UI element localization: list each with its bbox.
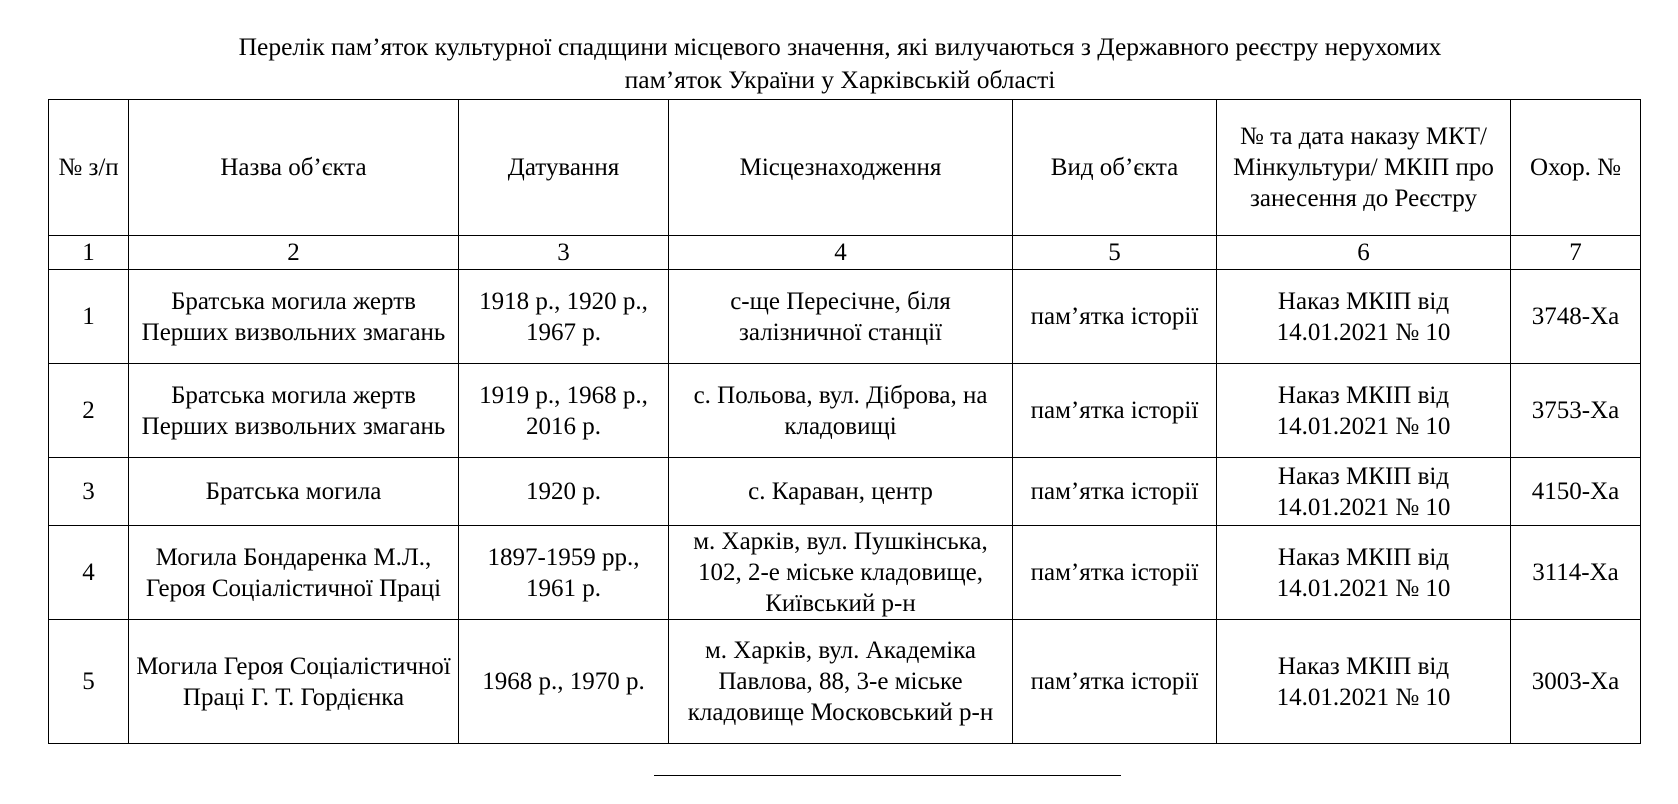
header-protection-number: Охор. № <box>1511 100 1641 236</box>
object-dating: 1918 р., 1920 р., 1967 р. <box>459 270 669 364</box>
object-name: Братська могила жертв Перших визвольних змагань <box>129 270 459 364</box>
table-row <box>49 620 1641 744</box>
column-number: 6 <box>1217 236 1511 270</box>
object-location: с-ще Пересічне, біля залізничної станції <box>669 270 1013 364</box>
header-location: Місцезнаходження <box>669 100 1013 236</box>
object-name: Братська могила <box>129 458 459 526</box>
column-number: 4 <box>669 236 1013 270</box>
object-type: пам’ятка історії <box>1013 270 1217 364</box>
object-location: с. Караван, центр <box>669 458 1013 526</box>
header-order: № та дата наказу МКТ/Мінкультури/ МКІП про занесення до Реєстру <box>1217 100 1511 236</box>
object-location: с. Польова, вул. Діброва, на кладовищі <box>669 364 1013 458</box>
column-number: 3 <box>459 236 669 270</box>
register-order: Наказ МКІП від 14.01.2021 № 10 <box>1217 526 1511 620</box>
table-row <box>49 270 1641 364</box>
header-name: Назва об’єкта <box>129 100 459 236</box>
document-title <box>80 30 1600 96</box>
object-name: Могила Бондаренка М.Л., Героя Соціалістичної Праці <box>129 526 459 620</box>
protection-number: 3753-Ха <box>1511 364 1641 458</box>
footer-separator-line <box>654 775 1121 776</box>
row-number: 2 <box>49 364 129 458</box>
object-location: м. Харків, вул. Пушкінська, 102, 2-е міське кладовище, Київський р-н <box>669 526 1013 620</box>
row-number: 5 <box>49 620 129 744</box>
object-name: Могила Героя Соціалістичної Праці Г. Т. Гордієнка <box>129 620 459 744</box>
header-number: № з/п <box>49 100 129 236</box>
protection-number: 3003-Ха <box>1511 620 1641 744</box>
table-row <box>49 526 1641 620</box>
register-order: Наказ МКІП від 14.01.2021 № 10 <box>1217 620 1511 744</box>
object-dating: 1919 р., 1968 р., 2016 р. <box>459 364 669 458</box>
object-dating: 1968 р., 1970 р. <box>459 620 669 744</box>
protection-number: 3114-Ха <box>1511 526 1641 620</box>
object-type: пам’ятка історії <box>1013 458 1217 526</box>
document-title-line-2: пам’яток України у Харківській області <box>624 65 1056 94</box>
row-number: 3 <box>49 458 129 526</box>
monuments-table <box>48 99 1641 744</box>
table-header-row <box>49 100 1641 236</box>
document-title-line-1: Перелік пам’яток культурної спадщини місцевого значення, які вилучаються з Державного реєстру нерухомих <box>238 32 1442 61</box>
column-number: 7 <box>1511 236 1641 270</box>
table-row <box>49 364 1641 458</box>
object-type: пам’ятка історії <box>1013 364 1217 458</box>
row-number: 4 <box>49 526 129 620</box>
column-number: 1 <box>49 236 129 270</box>
object-location: м. Харків, вул. Академіка Павлова, 88, 3-е міське кладовище Московський р-н <box>669 620 1013 744</box>
column-number: 2 <box>129 236 459 270</box>
column-number-row <box>49 236 1641 270</box>
row-number: 1 <box>49 270 129 364</box>
header-object-type: Вид об’єкта <box>1013 100 1217 236</box>
register-order: Наказ МКІП від 14.01.2021 № 10 <box>1217 458 1511 526</box>
register-order: Наказ МКІП від 14.01.2021 № 10 <box>1217 270 1511 364</box>
column-number: 5 <box>1013 236 1217 270</box>
object-name: Братська могила жертв Перших визвольних змагань <box>129 364 459 458</box>
header-dating: Датування <box>459 100 669 236</box>
protection-number: 3748-Ха <box>1511 270 1641 364</box>
protection-number: 4150-Ха <box>1511 458 1641 526</box>
object-type: пам’ятка історії <box>1013 620 1217 744</box>
table-row <box>49 458 1641 526</box>
object-dating: 1920 р. <box>459 458 669 526</box>
object-type: пам’ятка історії <box>1013 526 1217 620</box>
register-order: Наказ МКІП від 14.01.2021 № 10 <box>1217 364 1511 458</box>
object-dating: 1897-1959 рр., 1961 р. <box>459 526 669 620</box>
